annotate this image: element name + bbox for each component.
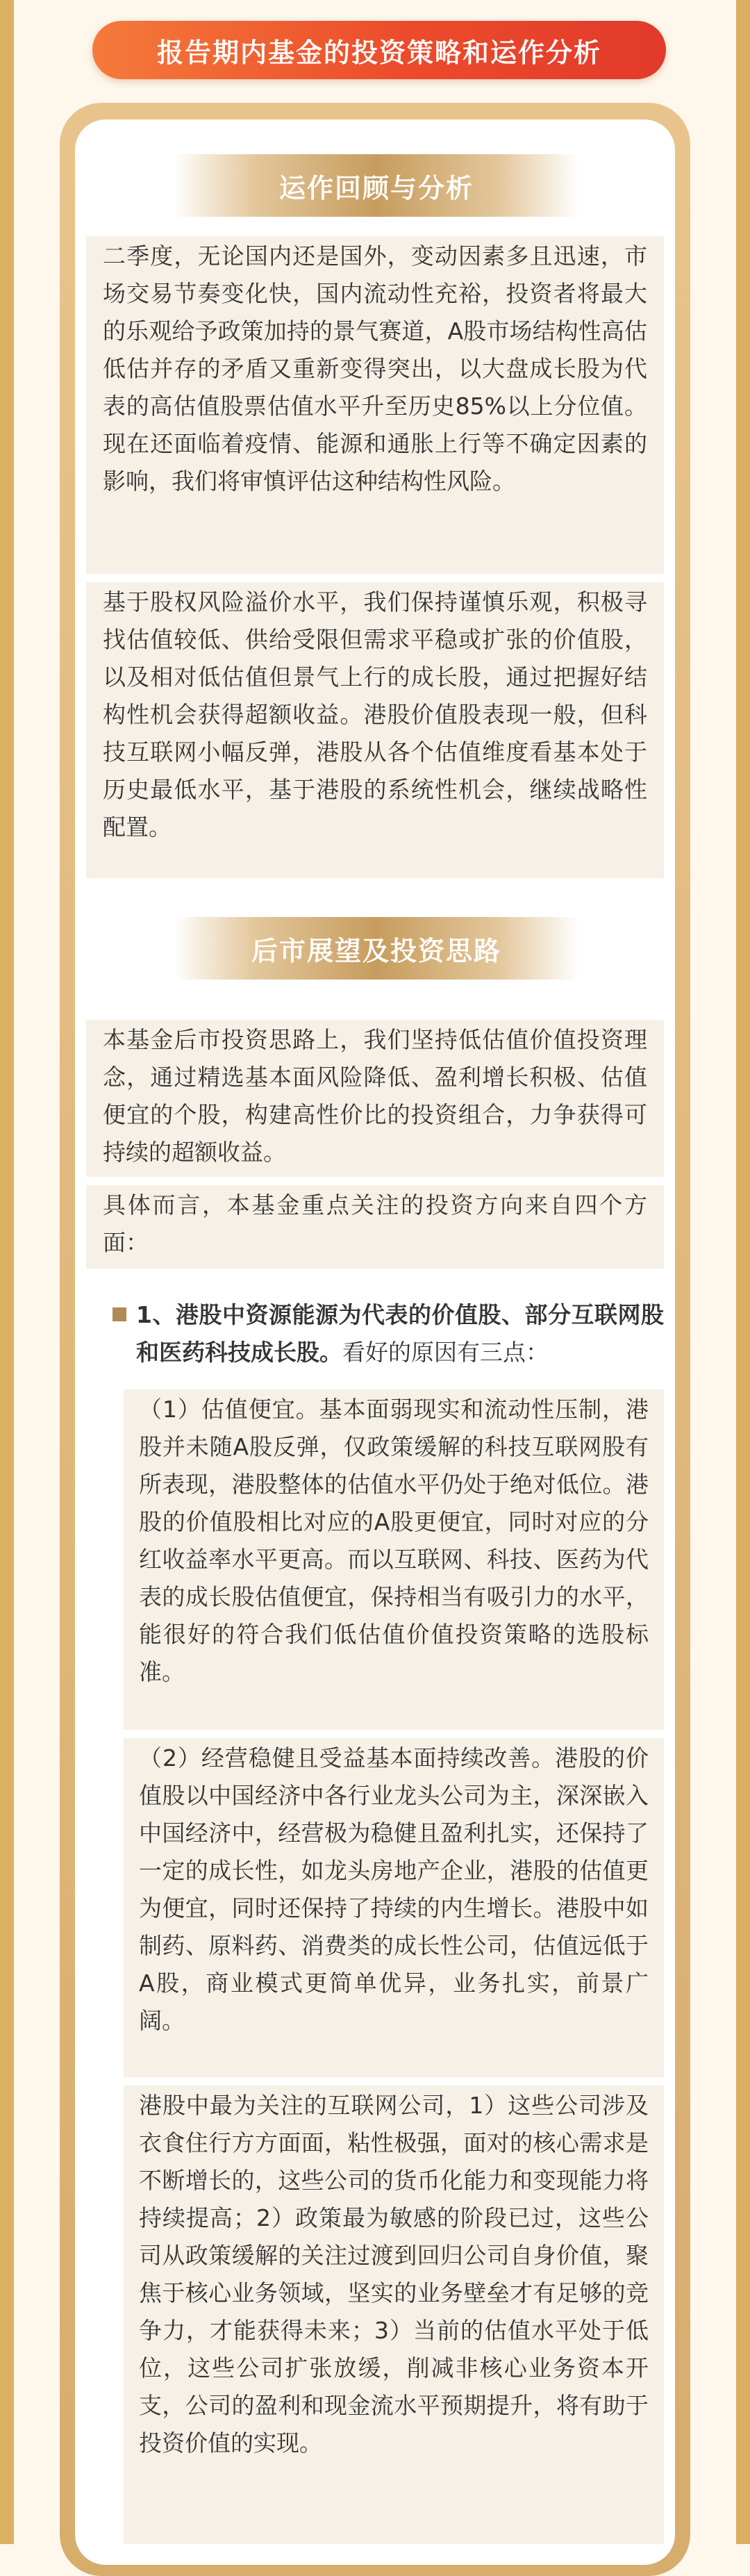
outlook-directions-intro-text: 具体而言，本基金重点关注的投资方向来自四个方面： — [103, 1191, 647, 1256]
page-title: 报告期内基金的投资策略和运作分析 — [156, 37, 601, 68]
focus-bullet-1-bold: 1、港股中资源能源为代表的价值股、部分互联网股和医药科技成长股。 — [136, 1301, 664, 1366]
right-gold-border — [736, 0, 750, 2544]
review-paragraph-2 — [86, 582, 664, 878]
review-paragraph-1-text: 二季度，无论国内还是国外，变动因素多且迅速，市场交易节奏变化快，国内流动性充裕，投资者将最大的乐观给予政策加持的景气赛道，A股市场结构性高估低估并存的矛盾又重新变得突出，以大盘成长股为代表的高估值股票估值水平升至历史85%以上分位值。现在还面临着疫情、能源和通胀上行等不确定因素的影响，我们将审慎评估这种结构性风险。 — [103, 242, 647, 495]
section-header-review-title: 运作回顾与分析 — [278, 172, 474, 204]
review-paragraph-2-text: 基于股权风险溢价水平，我们保持谨慎乐观，积极寻找估值较低、供给受限但需求平稳或扩张的价值股，以及相对低估值但景气上行的成长股，通过把握好结构性机会获得超额收益。港股价值股表现一般，但科技互联网小幅反弹，港股从各个估值维度看基本处于历史最低水平，基于港股的系统性机会，继续战略性配置。 — [103, 588, 647, 841]
reason-2-paragraph — [124, 1738, 664, 2077]
reason-1-paragraph — [124, 1389, 664, 1730]
outlook-intro-text: 本基金后市投资思路上，我们坚持低估值价值投资理念，通过精选基本面风险降低、盈利增长积极、估值便宜的个股，构建高性价比的投资组合，力争获得可持续的超额收益。 — [103, 1026, 647, 1166]
section-header-outlook-title: 后市展望及投资思路 — [251, 935, 501, 966]
outlook-intro — [86, 1020, 664, 1177]
outlook-directions-intro — [86, 1185, 664, 1269]
reason-1-text: （1）估值便宜。基本面弱现实和流动性压制，港股并未随A股反弹，仅政策缓解的科技互联网股有所表现，港股整体的估值水平仍处于绝对低位。港股的价值股相比对应的A股更便宜，同时对应的分红收益率水平更高。而以互联网、科技、医药为代表的成长股估值便宜，保持相当有吸引力的水平，能很好的符合我们低估值价值投资策略的选股标准。 — [139, 1396, 649, 1685]
section-header-review — [174, 154, 579, 217]
internet-companies-paragraph — [124, 2086, 664, 2544]
review-paragraph-1 — [86, 236, 664, 574]
section-header-outlook — [174, 917, 579, 980]
reason-2-text: （2）经营稳健且受益基本面持续改善。港股的价值股以中国经济中各行业龙头公司为主，深深嵌入中国经济中，经营极为稳健且盈利扎实，还保持了一定的成长性，如龙头房地产企业，港股的估值更为便宜，同时还保持了持续的内生增长。港股中如制药、原料药、消费类的成长性公司，估值远低于A股，商业模式更简单优异，业务扎实，前景广阔。 — [139, 1744, 649, 2034]
focus-bullet-1-rest: 看好的原因有三点： — [342, 1339, 549, 1366]
page-title-banner — [92, 21, 666, 79]
focus-bullet-1-text — [136, 1296, 664, 1371]
focus-bullet-1 — [107, 1296, 664, 1371]
left-gold-border — [0, 0, 14, 2544]
bullet-square-icon — [112, 1307, 126, 1321]
internet-companies-text: 港股中最为关注的互联网公司，1）这些公司涉及衣食住行方方面面，粘性极强，面对的核心需求是不断增长的，这些公司的货币化能力和变现能力将持续提高；2）政策最为敏感的阶段已过，这些公司从政策缓解的关注过渡到回归公司自身价值，聚焦于核心业务领域，坚实的业务壁垒才有足够的竞争力，才能获得未来；3）当前的估值水平处于低位，这些公司扩张放缓，削减非核心业务资本开支，公司的盈利和现金流水平预期提升，将有助于投资价值的实现。 — [139, 2092, 649, 2457]
